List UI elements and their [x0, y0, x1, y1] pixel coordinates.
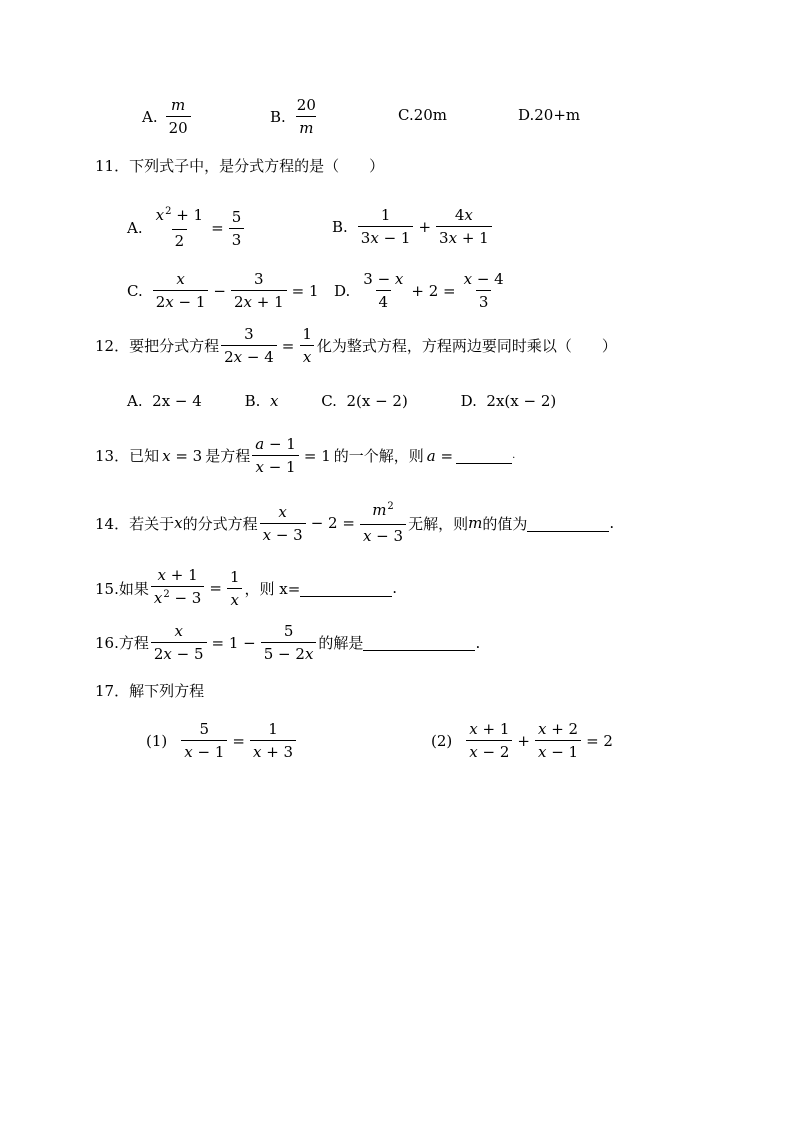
q10-option-d: D.20+m: [518, 106, 581, 124]
fraction: $\frac{m}{20}$: [166, 96, 191, 137]
answer-blank[interactable]: [363, 634, 475, 651]
fraction: $\frac{1}{x}$: [299, 325, 315, 366]
q17-sub1: (1) $\frac{5}{x - 1}$ = $\frac{1}{x + 3}$: [146, 720, 298, 761]
answer-blank[interactable]: [300, 580, 392, 597]
q11-option-a: A. $\frac{x^2 + 1}{2}$ = $\frac{5}{3}$: [127, 206, 246, 250]
q16-stem: 16.方程 $\frac{x}{2x - 5}$ = 1 − $\frac{5}{5 - 2x}$ 的解是 .: [95, 622, 481, 663]
q12-stem: 12． 要把分式方程 $\frac{3}{2x - 4}$ = $\frac{1}{x}$ 化为整式方程，方程两边要同时乘以（ ）: [95, 325, 617, 366]
fraction: $\frac{x}{x - 3}$: [260, 503, 306, 544]
q15-stem: 15.如果 $\frac{x + 1}{x^2 - 3}$ = $\frac{1}{x}$ ，则 x= .: [95, 566, 398, 609]
fraction: $\frac{1}{x}$: [227, 568, 243, 609]
answer-blank[interactable]: [456, 447, 512, 464]
fraction: $\frac{x + 1}{x - 2}$: [466, 720, 512, 761]
q11-stem: 11．下列式子中，是分式方程的是（ ）: [95, 157, 385, 175]
fraction: $\frac{1}{x + 3}$: [250, 720, 296, 761]
fraction: $\frac{3 - x}{4}$: [363, 270, 404, 311]
fraction: $\frac{5}{x - 1}$: [181, 720, 227, 761]
q11-option-b: B. $\frac{1}{3x - 1}$ + $\frac{4x}{3x + 1}$: [332, 206, 494, 247]
fraction: $\frac{x + 2}{x - 1}$: [535, 720, 581, 761]
q11-option-d: D. $\frac{3 - x}{4}$ + 2 = $\frac{x - 4}{3}$: [334, 270, 509, 311]
fraction: $\frac{x + 1}{x^2 - 3}$: [151, 566, 205, 610]
q12-option-a: A. 2x − 4: [127, 392, 202, 410]
q17-stem: 17．解下列方程: [95, 682, 205, 700]
fraction: $\frac{x^2 + 1}{2}$: [155, 206, 204, 250]
q17-sub2: (2) $\frac{x + 1}{x - 2}$ + $\frac{x + 2}{x - 1}$ = 2: [431, 720, 613, 761]
q12-option-c: C. 2(x − 2): [321, 392, 408, 410]
q10-option-a: A. $\frac{m}{20}$: [142, 96, 193, 137]
q10-option-c: C.20m: [398, 106, 448, 124]
fraction: $\frac{1}{3x - 1}$: [358, 206, 414, 247]
q11-option-c: C. $\frac{x}{2x - 1}$ − $\frac{3}{2x + 1}$ = 1: [127, 270, 319, 311]
fraction: $\frac{x}{2x - 5}$: [151, 622, 207, 663]
q14-stem: 14． 若关于 x 的分式方程 $\frac{x}{x - 3}$ − 2 = $\frac{m^2}{x - 3}$ 无解，则 m 的值为 .: [95, 501, 615, 545]
answer-blank[interactable]: [527, 515, 609, 532]
fraction: $\frac{5}{5 - 2x}$: [261, 622, 317, 663]
fraction: $\frac{x - 4}{3}$: [463, 270, 504, 311]
fraction: $\frac{4x}{3x + 1}$: [436, 206, 492, 247]
q10-option-b: B. $\frac{20}{m}$: [270, 96, 321, 137]
fraction: $\frac{20}{m}$: [296, 96, 316, 137]
fraction: $\frac{m^2}{x - 3}$: [360, 501, 406, 545]
q12-options: [127, 391, 556, 411]
q12-option-d: D. 2x(x − 2): [460, 392, 557, 410]
fraction: $\frac{3}{2x + 1}$: [231, 270, 287, 311]
fraction: $\frac{a - 1}{x - 1}$: [252, 435, 299, 476]
q12-option-b: B. x: [244, 392, 279, 410]
fraction: $\frac{5}{3}$: [229, 208, 245, 249]
q13-stem: 13． 已知 x = 3 是方程 $\frac{a - 1}{x - 1}$ = 1 的一个解，则 a = .: [95, 435, 516, 476]
fraction: $\frac{3}{2x - 4}$: [221, 325, 277, 366]
fraction: $\frac{x}{2x - 1}$: [153, 270, 209, 311]
